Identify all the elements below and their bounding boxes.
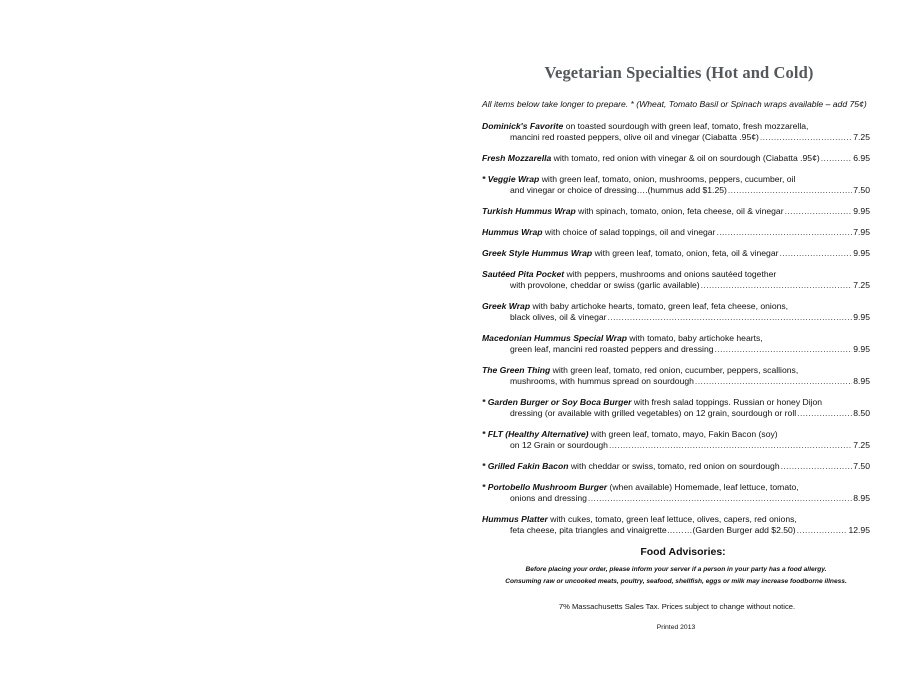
menu-item <box>482 174 870 196</box>
item-price: 12.95 <box>848 525 870 535</box>
item-price: 8.50 <box>853 408 870 418</box>
item-name: Greek Style Hummus Wrap <box>482 248 593 258</box>
menu-item <box>482 514 870 536</box>
dot-leader <box>797 525 848 536</box>
item-first-line <box>482 248 778 259</box>
item-price: 7.50 <box>853 461 870 471</box>
menu-title: Vegetarian Specialties (Hot and Cold) <box>544 63 814 82</box>
item-price: 7.25 <box>853 132 870 142</box>
menu-item <box>482 206 870 217</box>
dot-leader <box>781 461 853 472</box>
item-price: 9.95 <box>853 312 870 322</box>
dot-leader <box>695 376 852 387</box>
item-first-line <box>482 174 795 185</box>
dot-leader <box>716 227 852 238</box>
item-description: on toasted sourdough with green leaf, tomato, fresh mozzarella, <box>565 121 809 131</box>
item-name: Macedonian Hummus Special Wrap <box>482 333 628 343</box>
dot-leader <box>608 312 853 323</box>
food-advisories <box>482 546 870 588</box>
menu-item <box>482 301 870 323</box>
item-description-continued: mancini red roasted peppers, olive oil and vinegar (Ciabatta .95¢) <box>510 132 759 142</box>
item-name: Hummus Platter <box>482 514 548 524</box>
item-description: with green leaf, tomato, mayo, Fakin Bacon (soy) <box>590 429 778 439</box>
item-description: with green leaf, tomato, onion, mushrooms, peppers, cucumber, oil <box>541 174 796 184</box>
item-price: 7.25 <box>853 440 870 450</box>
item-marker: * <box>482 461 488 471</box>
dot-leader <box>715 344 853 355</box>
tax-note: 7% Massachusetts Sales Tax. Prices subject to change without notice. <box>558 602 796 611</box>
menu-item <box>482 248 870 259</box>
menu-item <box>482 482 870 504</box>
allergy-note: Before placing your order, please inform your server if a person in your party has a food allergy. <box>525 566 827 573</box>
item-description: with green leaf, tomato, onion, feta, oil & vinegar <box>594 248 779 258</box>
dot-leader <box>785 206 853 217</box>
item-description: (when available) Homemade, leaf lettuce, tomato, <box>609 482 799 492</box>
dot-leader <box>797 408 852 419</box>
item-name: The Green Thing <box>482 365 551 375</box>
item-description: with green leaf, tomato, red onion, cucumber, peppers, scallions, <box>552 365 799 375</box>
dot-leader <box>728 185 852 196</box>
item-price: 7.25 <box>853 280 870 290</box>
item-price: 8.95 <box>853 493 870 503</box>
item-price: 9.95 <box>853 248 870 258</box>
menu-subtitle: All items below take longer to prepare. * (Wheat, Tomato Basil or Spinach wraps available – add 75¢) <box>482 99 867 109</box>
menu-page <box>482 63 870 631</box>
item-marker: * <box>482 397 488 407</box>
item-marker: * <box>482 174 488 184</box>
menu-item <box>482 121 870 143</box>
item-description: with baby artichoke hearts, tomato, green leaf, feta cheese, onions, <box>532 301 789 311</box>
printed-date: Printed 2013 <box>656 624 696 631</box>
menu-items-list <box>482 121 870 536</box>
item-description-continued: green leaf, mancini red roasted peppers and dressing <box>510 344 714 354</box>
dot-leader <box>701 280 853 291</box>
item-description: with tomato, baby artichoke hearts, <box>629 333 763 343</box>
item-description-continued: with provolone, cheddar or swiss (garlic available) <box>510 280 700 290</box>
item-marker: * <box>482 482 488 492</box>
item-first-line <box>482 429 778 440</box>
item-first-line <box>482 397 822 408</box>
dot-leader <box>821 153 853 164</box>
item-first-line <box>482 269 776 280</box>
item-name: Sautéed Pita Pocket <box>482 269 565 279</box>
item-description-continued: black olives, oil & vinegar <box>510 312 607 322</box>
item-first-line <box>482 301 788 312</box>
item-name: Portobello Mushroom Burger <box>487 482 608 492</box>
item-name: FLT (Healthy Alternative) <box>487 429 589 439</box>
menu-item <box>482 269 870 291</box>
item-first-line <box>482 514 797 525</box>
item-description-continued: dressing (or available with grilled vegetables) on 12 grain, sourdough or roll <box>510 408 797 418</box>
raw-food-note: Consuming raw or uncooked meats, poultry, seafood, shellfish, eggs or milk may increase foodborne illness. <box>505 578 847 585</box>
item-description: with fresh salad toppings. Russian or honey Dijon <box>633 397 823 407</box>
item-price: 8.95 <box>853 376 870 386</box>
dot-leader <box>609 440 852 451</box>
item-name: Greek Wrap <box>482 301 531 311</box>
advisories-heading: Food Advisories: <box>640 546 726 558</box>
item-name: Veggie Wrap <box>487 174 540 184</box>
item-first-line <box>482 227 715 238</box>
dot-leader <box>760 132 852 143</box>
item-name: Garden Burger or Soy Boca Burger <box>487 397 632 407</box>
item-price: 7.95 <box>853 227 870 237</box>
item-description-continued: on 12 Grain or sourdough <box>510 440 608 450</box>
menu-item <box>482 461 870 472</box>
item-description-continued: mushrooms, with hummus spread on sourdough <box>510 376 694 386</box>
item-description-continued: and vinegar or choice of dressing….(hummus add $1.25) <box>510 185 727 195</box>
item-first-line <box>482 365 798 376</box>
item-name: Turkish Hummus Wrap <box>482 206 576 216</box>
dot-leader <box>588 493 852 504</box>
item-description-continued: feta cheese, pita triangles and vinaigrette………(Garden Burger add $2.50) <box>510 525 796 535</box>
item-description-continued: onions and dressing <box>510 493 587 503</box>
item-name: Hummus Wrap <box>482 227 543 237</box>
menu-item <box>482 227 870 238</box>
menu-item <box>482 365 870 387</box>
item-description: with spinach, tomato, onion, feta cheese, oil & vinegar <box>578 206 784 216</box>
item-description: with choice of salad toppings, oil and vinegar <box>544 227 716 237</box>
menu-item <box>482 333 870 355</box>
menu-item <box>482 153 870 164</box>
item-price: 6.95 <box>853 153 870 163</box>
item-description: with cheddar or swiss, tomato, red onion on sourdough <box>570 461 780 471</box>
item-first-line <box>482 482 799 493</box>
item-description: with peppers, mushrooms and onions sautéed together <box>566 269 777 279</box>
menu-item <box>482 429 870 451</box>
dot-leader <box>779 248 852 259</box>
item-price: 9.95 <box>853 206 870 216</box>
item-name: Dominick's Favorite <box>482 121 564 131</box>
item-price: 9.95 <box>853 344 870 354</box>
item-first-line <box>482 121 808 132</box>
item-first-line <box>482 153 820 164</box>
item-first-line <box>482 206 784 217</box>
item-name: Grilled Fakin Bacon <box>487 461 569 471</box>
item-price: 7.50 <box>853 185 870 195</box>
item-description: with tomato, red onion with vinegar & oil on sourdough (Ciabatta .95¢) <box>553 153 820 163</box>
menu-item <box>482 397 870 419</box>
item-first-line <box>482 333 763 344</box>
item-name: Fresh Mozzarella <box>482 153 552 163</box>
item-description: with cukes, tomato, green leaf lettuce, olives, capers, red onions, <box>550 514 797 524</box>
item-marker: * <box>482 429 488 439</box>
item-first-line <box>482 461 780 472</box>
